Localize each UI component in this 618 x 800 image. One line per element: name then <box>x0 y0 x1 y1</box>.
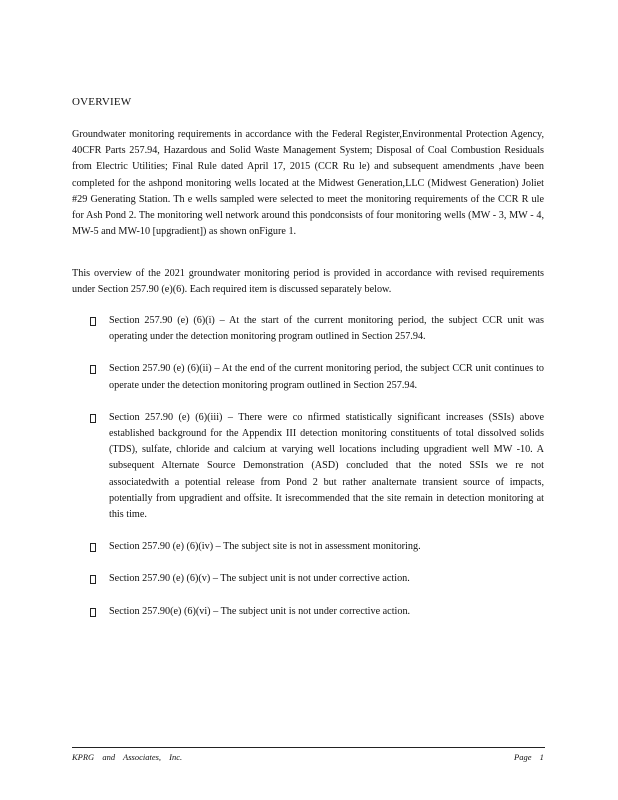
list-item-text: Section 257.90 (e) (6)(ii) – At the end of the current monitoring period, the subject CCR unit continues to operate under the detection monitoring program outlined in Section 257.94. <box>109 363 544 391</box>
list-item <box>90 410 544 523</box>
list-item <box>90 313 544 345</box>
bullet-box-icon <box>90 317 96 326</box>
list-item-text: Section 257.90 (e) (6)(iv) – The subject site is not in assessment monitoring. <box>109 541 421 553</box>
list-item <box>90 361 544 393</box>
bullet-box-icon <box>90 365 96 374</box>
footer-page-number: Page 1 <box>514 752 544 762</box>
bullet-box-icon <box>90 575 96 584</box>
list-item <box>90 571 544 587</box>
page-heading: OVERVIEW <box>72 96 132 108</box>
overview-paragraph-2: This overview of the 2021 groundwater monitoring period is provided in accordance with revised requirements under Section 257.90 (e)(6). Each required item is discussed separately below. <box>72 268 544 296</box>
list-item-text: Section 257.90 (e) (6)(v) – The subject unit is not under corrective action. <box>109 573 410 585</box>
overview-paragraph-1: Groundwater monitoring requirements in accordance with the Federal Register,Environmental Protection Agency, 40CFR Parts 257.94, Hazardous and Solid Waste Management System; Disposal of Coal Combustion Residuals from Electric Utilities; Final Rule dated April 17, 2015 (CCR Ru le) and subsequent amendments ,have been completed for the ashpond monitoring wells located at the Midwest Generation,LLC (Midwest Generation) Joliet #29 Generating Station. Th e wells sampled were selected to meet the monitoring requirements of the CCR R ule for Ash Pond 2. The monitoring well network around this pondconsists of four monitoring wells (MW - 3, MW - 4, MW-5 and MW-10 [upgradient]) as shown onFigure 1. <box>72 129 544 238</box>
list-item <box>90 539 544 555</box>
bullet-box-icon <box>90 543 96 552</box>
bullet-box-icon <box>90 608 96 617</box>
requirements-list <box>90 313 544 620</box>
list-item <box>90 604 544 620</box>
list-item-text: Section 257.90 (e) (6)(iii) – There were co nfirmed statistically significant increases (SSIs) above established background for the Appendix III detection monitoring constituents of total dissolved solids (TDS), sulfate, chloride and calcium at varying well locations including upgradient well MW -10. A subsequent Alternate Source Demonstration (ASD) concluded that the noted SSIs we re not associatedwith a potential release from Pond 2 but rather analternate transient source of impacts, potentially from upgradient and offsite. It isrecommended that the site remain in detection monitoring at this time. <box>109 411 544 521</box>
list-item-text: Section 257.90(e) (6)(vi) – The subject unit is not under corrective action. <box>109 605 411 617</box>
bullet-box-icon <box>90 414 96 423</box>
list-item-text: Section 257.90 (e) (6)(i) – At the start of the current monitoring period, the subject CCR unit was operating under the detection monitoring program outlined in Section 257.94. <box>109 315 544 343</box>
footer-company: KPRG and Associates, Inc. <box>72 752 183 762</box>
footer-divider <box>72 747 545 748</box>
